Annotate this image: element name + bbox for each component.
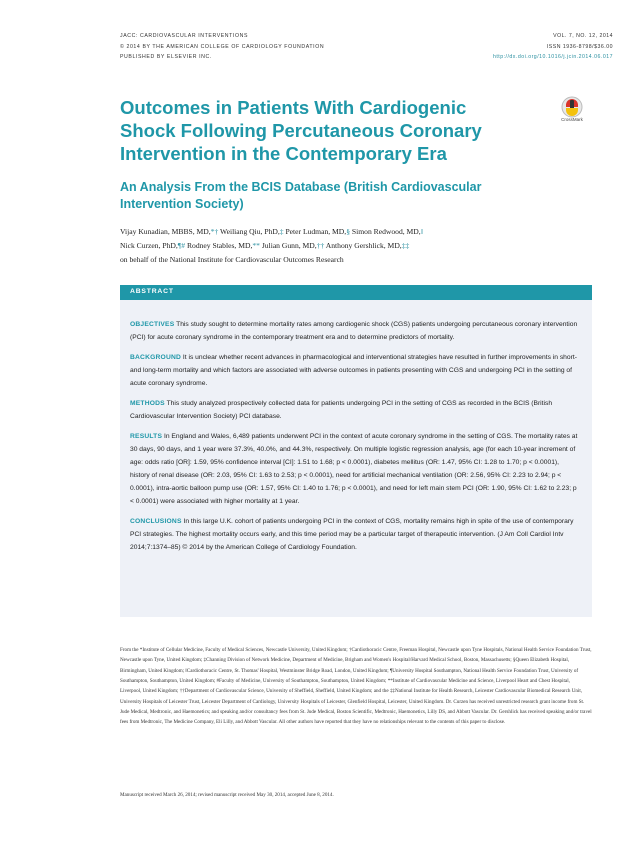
abstract-section-results [130, 430, 580, 508]
manuscript-received-line: Manuscript received March 26, 2014; revised manuscript received May 30, 2014, accepted June 8, 2014. [120, 792, 334, 798]
abstract-header-bar [120, 285, 592, 300]
author-affiliation-mark[interactable]: †† [316, 241, 325, 251]
abstract-section-text: This study analyzed prospectively collected data for patients undergoing PCI in the setting of CGS as recorded in the BCIS (British Cardiovascular Intervention Society) PCI database. [130, 400, 553, 420]
abstract-section-text: It is unclear whether recent advances in pharmacological and interventional strategies have resulted in further improvements in short- and long-term mortality and which factors are associated with adverse outcomes in patients presenting with CGS and undergoing PCI in the setting of acute coronary syndrome. [130, 354, 577, 387]
author: Peter Ludman, MD, [285, 227, 347, 236]
abstract-section-label: METHODS [130, 400, 165, 407]
journal-header-right [493, 31, 613, 63]
abstract-section-text: In England and Wales, 6,489 patients underwent PCI in the context of acute coronary syndrome in the setting of CGS. The mortality rates at 30 days, 90 days, and 1 year were 37.3%, 40.0%, and 44.3%, respectively. On multiple logistic regression analysis, age (for each 10-year increment of age: odds ratio [OR]: 1.59, 95% confidence interval [CI]: 1.51 to 1.68; p < 0.0001), diabetes mellitus (OR: 1.47, 95% CI: 1.28 to 1.70; p < 0.0001), history of renal disease (OR: 2.03, 95% CI: 1.63 to 2.53; p < 0.0001), need for artificial mechanical ventilation (OR: 2.56, 95% CI: 2.23 to 2.94; p < 0.0001), intra-aortic balloon pump use (OR: 1.57, 95% CI: 1.40 to 1.76; p < 0.0001), and need for left main stem PCI (OR: 1.90, 95% CI: 1.62 to 2.23; p < 0.0001) were associated with higher mortality at 1 year. [130, 433, 578, 505]
journal-name: JACC: CARDIOVASCULAR INTERVENTIONS [120, 33, 249, 39]
publisher-line: PUBLISHED BY ELSEVIER INC. [120, 54, 212, 60]
volume-line: VOL. 7, NO. 12, 2014 [553, 33, 613, 39]
on-behalf-line: on behalf of the National Institute for Cardiovascular Outcomes Research [120, 255, 344, 265]
abstract-heading: ABSTRACT [130, 288, 174, 295]
abstract-section-conclusions [130, 515, 580, 554]
author: Simon Redwood, MD, [351, 227, 421, 236]
abstract-section-label: RESULTS [130, 433, 163, 440]
author-affiliation-mark[interactable]: ‡ [279, 227, 284, 236]
author-affiliation-mark[interactable]: ** [252, 241, 260, 251]
crossmark-icon [561, 96, 583, 118]
abstract-section-text: In this large U.K. cohort of patients undergoing PCI in the context of CGS, mortality remains high in spite of the use of contemporary PCI strategies. The highest mortality occurs early, and this time period may be a particular target of therapeutic intervention. (J Am Coll Cardiol Intv 2014;7:1374–85) © 2014 by the American College of Cardiology Foundation. [130, 518, 574, 551]
article-subtitle: An Analysis From the BCIS Database (British Cardiovascular Intervention Society) [120, 180, 482, 211]
abstract-section-text: This study sought to determine mortality rates among cardiogenic shock (CGS) patients undergoing percutaneous coronary intervention (PCI) for acute coronary syndrome in the contemporary treatment era and to determine predictors of mortality. [130, 321, 578, 341]
author: Weiliang Qiu, PhD, [220, 227, 280, 236]
author-affiliation-mark[interactable]: *† [210, 227, 219, 236]
abstract-section-objectives [130, 318, 580, 344]
journal-header-left [120, 31, 324, 63]
abstract-section-methods [130, 397, 580, 423]
author-affiliation-mark[interactable]: § [346, 227, 350, 236]
author: Julian Gunn, MD, [261, 241, 317, 251]
affiliations-footnote: From the *Institute of Cellular Medicine, Faculty of Medical Sciences, Newcastle University, United Kingdom; †Cardiothoracic Centre, Freeman Hospital, Newcastle upon Tyne Hospitals, National Health Service Foundation Trust, Newcastle upon Tyne, United Kingdom; ‡Channing Division of Network Medicine, Department of Medicine, Brigham and Women's Hospital/Harvard Medical School, Boston, Massachusetts; §Queen Elizabeth Hospital, Birmingham, United Kingdom; ‖Cardiothoracic Centre, St. Thomas' Hospital, Westminster Bridge Road, London, United Kingdom; ¶University Hospital Southampton, National Health Service Foundation Trust, University of Southampton, Southampton, United Kingdom; #Faculty of Medicine, University of Southampton, Southampton, United Kingdom; **Institute of Cardiovascular Medicine and Science, Liverpool Heart and Chest Hospital, Liverpool, United Kingdom; ††Department of Cardiovascular Science, University of Sheffield, Sheffield, United Kingdom; and the ‡‡National Institute for Health Research, Leicester Cardiovascular Biomedical Research Unit, University Hospitals of Leicester Trust, Leicester Department of Cardiology, University Hospitals of Leicester, Glenfield Hospital, Leicester, United Kingdom. Dr. Curzen has received unrestricted research grant income from St. Jude Medical, Medtronic, and Haemonetics; and speaking and/or consultancy fees from St. Jude Medical, Boston Scientific, Medtronic, Haemonetics, Lilly DS, and Abbott Vascular. Dr. Gershlick has received speaking and/or travel fees from Medtronic, The Medicine Company, Eli Lilly, and Abbott Vascular. All other authors have reported that they have no relationships relevant to the contents of this paper to disclose. [120, 647, 592, 726]
author-list [120, 225, 500, 268]
doi-link[interactable]: http://dx.doi.org/10.1016/j.jcin.2014.06.017 [492, 54, 613, 60]
abstract-section-label: OBJECTIVES [130, 321, 175, 328]
crossmark-badge[interactable] [561, 96, 583, 126]
article-title: Outcomes in Patients With Cardiogenic Shock Following Percutaneous Coronary Intervention in the Contemporary Era [120, 97, 482, 164]
author: Rodney Stables, MD, [186, 241, 253, 251]
abstract-section-background [130, 351, 580, 390]
abstract-body [130, 318, 580, 561]
abstract-section-label: CONCLUSIONS [130, 518, 182, 525]
author: Vijay Kunadian, MBBS, MD, [120, 227, 211, 236]
author: Anthony Gershlick, MD, [325, 241, 402, 251]
author: Nick Curzen, PhD, [120, 241, 178, 251]
author-affiliation-mark[interactable]: ‡‡ [401, 241, 410, 251]
author-affiliation-mark[interactable]: ‖ [420, 227, 423, 236]
author-affiliation-mark[interactable]: ¶# [177, 241, 186, 251]
copyright-line: © 2014 BY THE AMERICAN COLLEGE OF CARDIOLOGY FOUNDATION [120, 43, 325, 50]
issn-line: ISSN 1936-8798/$36.00 [546, 43, 613, 50]
crossmark-label: CrossMark [561, 117, 583, 122]
abstract-box [120, 285, 592, 617]
abstract-section-label: BACKGROUND [130, 354, 182, 361]
